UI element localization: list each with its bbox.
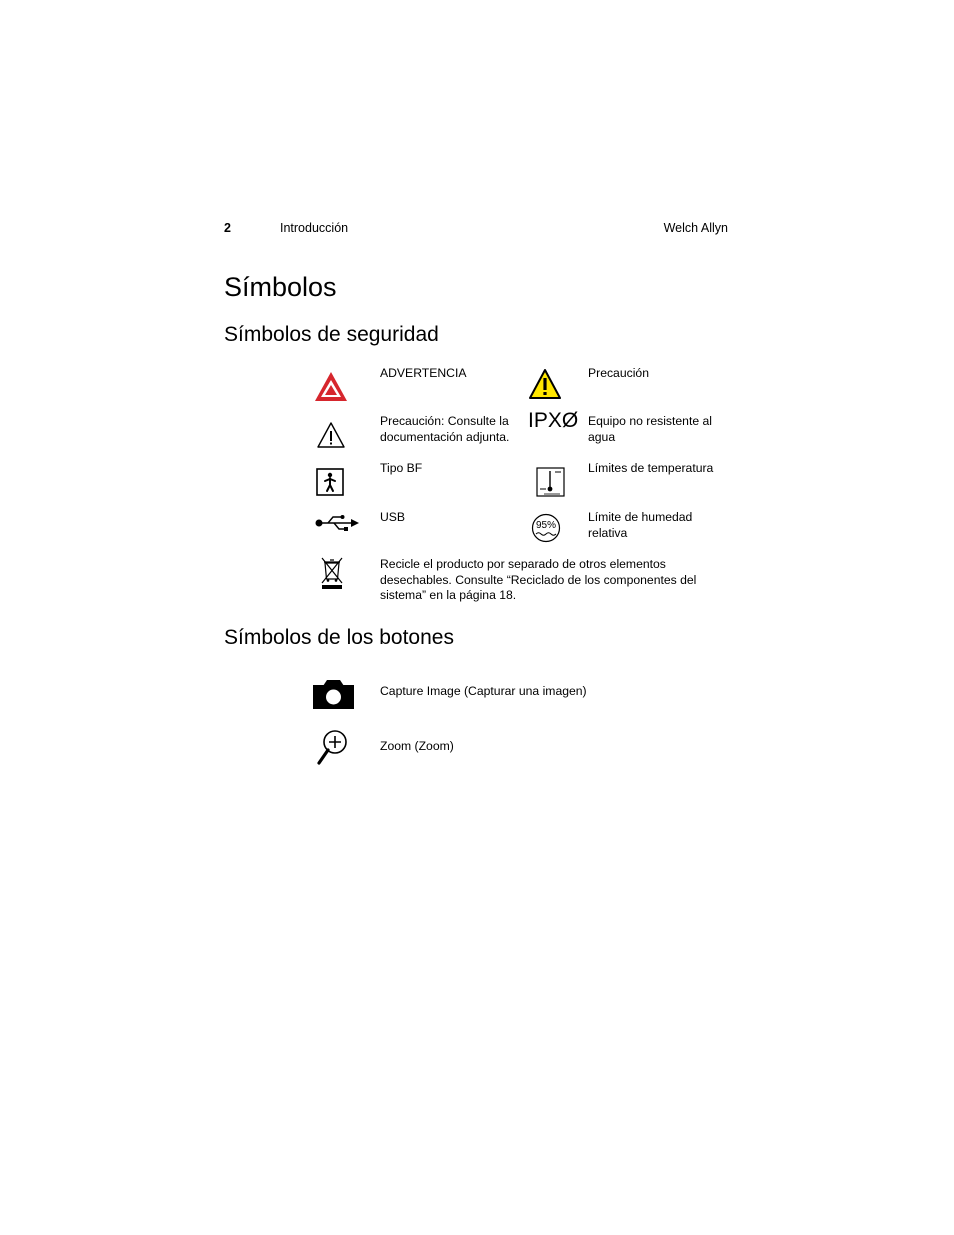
recycle-label: Recicle el producto por separado de otros elementos desechables. Consulte “Reciclado de los componentes del sistema” en la página 18. [380,557,697,602]
type-bf-icon [316,468,344,496]
caution-icon [528,368,562,400]
ipx0-icon: IPXØ [528,409,579,432]
buttons-heading: Símbolos de los botones [224,626,454,649]
capture-label: Capture Image (Capturar una imagen) [380,684,587,698]
safety-heading: Símbolos de seguridad [224,323,439,346]
warning-icon [313,370,349,403]
ipx0-label: Equipo no resistente al agua [588,414,712,444]
humidity-icon [531,513,561,543]
temperature-icon [536,467,565,497]
temperature-label: Límites de temperatura [588,461,714,475]
page-number: 2 [224,221,231,235]
caution-label: Precaución [588,366,649,380]
usb-label: USB [380,510,406,524]
brand-name: Welch Allyn [663,221,728,235]
consult-docs-icon [316,421,346,449]
type-bf-label: Tipo BF [380,461,423,475]
consult-docs-label: Precaución: Consulte la documentación adjunta. [380,414,510,444]
usb-icon [314,514,360,532]
warning-label: ADVERTENCIA [380,366,467,380]
zoom-label: Zoom (Zoom) [380,739,454,753]
humidity-label: Límite de humedad relativa [588,510,693,540]
recycle-bin-icon [320,556,344,590]
page-title: Símbolos [224,272,337,302]
section-name: Introducción [280,221,349,235]
humidity-value: 95% [535,520,557,531]
camera-icon [313,680,354,709]
zoom-icon [317,729,349,765]
